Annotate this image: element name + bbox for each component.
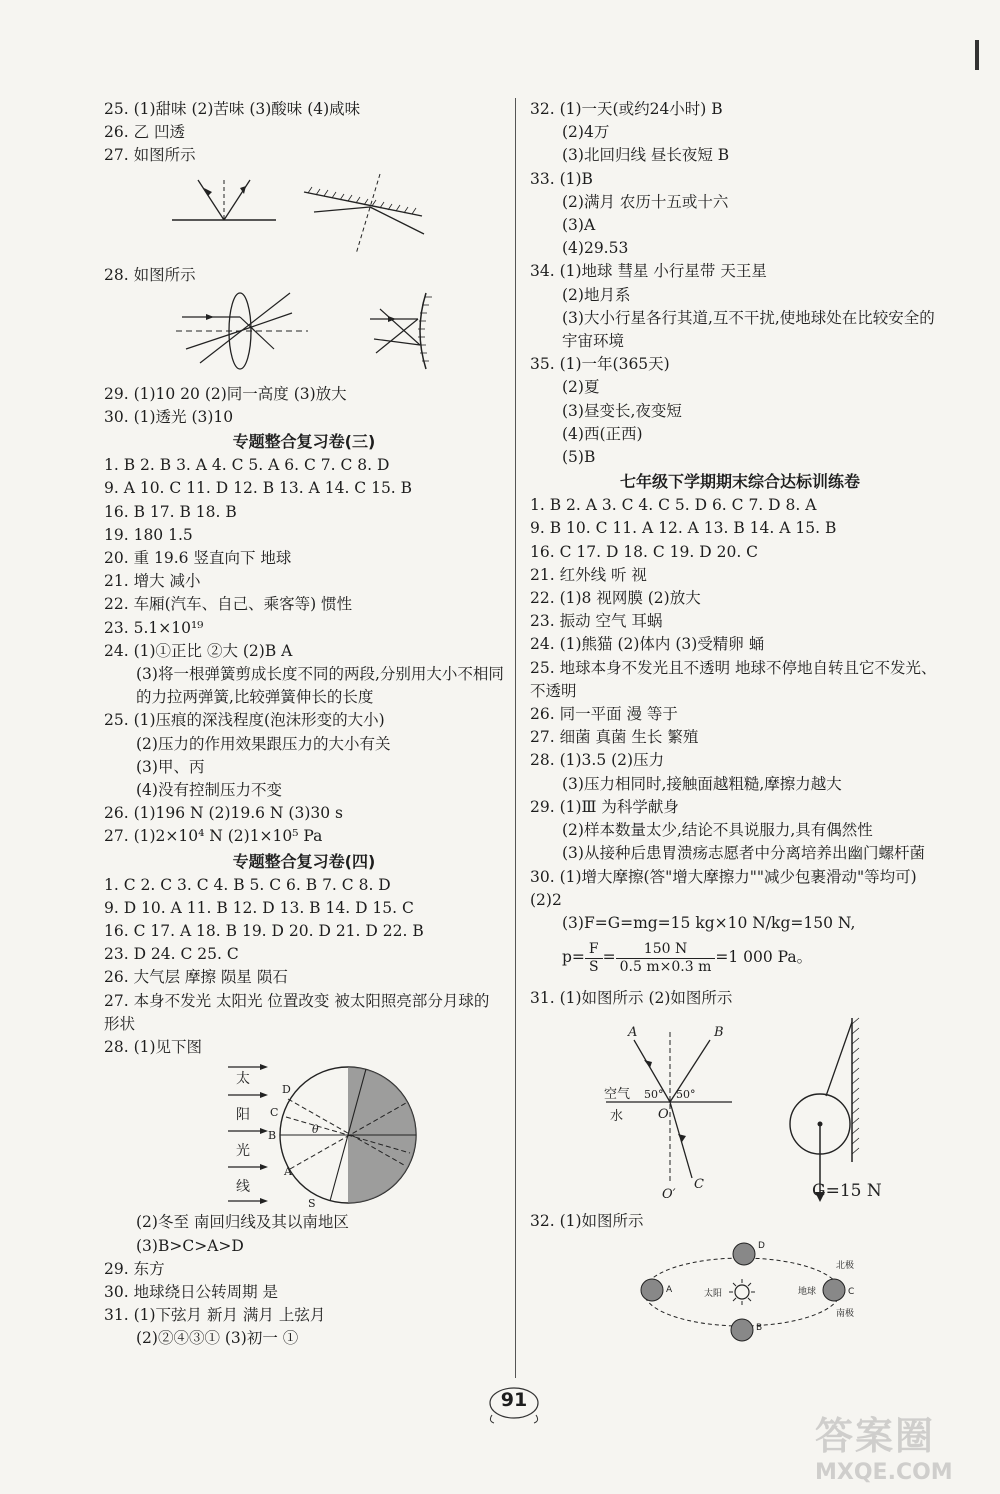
point-label-c: C: [270, 1106, 279, 1120]
answer-line: 1. B 2. A 3. C 4. C 5. D 6. C 7. D 8. A: [530, 496, 817, 515]
answer-line: 23. 5.1×10¹⁹: [104, 618, 204, 637]
answer-line: 20. 重 19.6 竖直向下 地球: [104, 549, 292, 568]
answer-line: 16. B 17. B 18. B: [104, 502, 237, 521]
answer-line: 25. 地球本身不发光且不透明 地球不停地自转且它不发光、不透明: [530, 658, 937, 700]
point-label-o: O: [658, 1107, 669, 1123]
answer-line: (3)F=G=mg=15 kg×10 N/kg=150 N,: [562, 913, 856, 932]
medium-water-label: 水: [610, 1109, 624, 1125]
answer-line: (4)没有控制压力不变: [136, 781, 282, 800]
medium-air-label: 空气: [604, 1087, 631, 1103]
angle-label-left: 50°: [644, 1088, 664, 1102]
answer-line: 27. 本身不发光 太阳光 位置改变 被太阳照亮部分月球的形状: [104, 991, 490, 1033]
left-column: [104, 98, 504, 1351]
answer-line: 21. 增大 减小: [104, 572, 201, 591]
section-title: 专题整合复习卷(三): [232, 432, 376, 452]
answer-line: 23. D 24. C 25. C: [104, 945, 239, 964]
answer-line: 29. (1)Ⅲ 为科学献身: [530, 797, 679, 816]
answer-line: 9. A 10. C 11. D 12. B 13. A 14. C 15. B: [104, 479, 413, 498]
earth-label: 地球: [798, 1286, 817, 1297]
answer-line: 22. (1)8 视网膜 (2)放大: [530, 589, 701, 608]
answer-line: 23. 振动 空气 耳蜗: [530, 612, 663, 631]
ray-label-b: B: [714, 1025, 724, 1041]
answer-line: (2)样本数量太少,结论不具说服力,具有偶然性: [562, 821, 873, 840]
section-title: 七年级下学期期末综合达标训练卷: [619, 472, 860, 492]
sunlight-earth-diagram: [104, 1061, 504, 1209]
angle-label-right: 50°: [676, 1088, 696, 1102]
answer-line: 31. (1)下弦月 新月 满月 上弦月: [104, 1306, 326, 1325]
theta-label: θ: [312, 1123, 319, 1137]
position-label-c: C: [848, 1286, 855, 1297]
answer-line: (2)压力的作用效果跟压力的大小有关: [136, 734, 391, 753]
answer-line: (2)②④③① (3)初一 ①: [136, 1329, 299, 1348]
answer-line: (2)4万: [562, 123, 610, 142]
point-label-d: D: [282, 1083, 291, 1097]
point-label-s: S: [308, 1197, 316, 1210]
answer-line: 30. (1)增大摩擦(答"增大摩擦力""减少包裹滑动"等均可) (2)2: [530, 867, 917, 909]
answer-line: 26. (1)196 N (2)19.6 N (3)30 s: [104, 804, 343, 823]
answer-line: 16. C 17. A 18. B 19. D 20. D 21. D 22. B: [104, 922, 424, 941]
answer-line: 26. 大气层 摩擦 陨星 陨石: [104, 968, 288, 987]
answer-line: (3)大小行星各行其道,互不干扰,使地球处在比较安全的宇宙环境: [562, 308, 935, 351]
position-label-b: B: [756, 1322, 763, 1333]
point-label-b: B: [268, 1129, 277, 1143]
answer-line: 16. C 17. D 18. C 19. D 20. C: [530, 542, 759, 561]
answer-line: 24. (1)熊猫 (2)体内 (3)受精卵 蛹: [530, 635, 765, 654]
page-edge-mark: [975, 40, 979, 70]
answer-line: 32. (1)一天(或约24小时) B: [530, 100, 723, 118]
answer-line: (3)昼变长,夜变短: [562, 401, 682, 420]
answer-line: 27. 细菌 真菌 生长 繁殖: [530, 728, 699, 747]
formula-eq: =: [602, 948, 616, 967]
lens-mirror-diagram: [104, 289, 504, 381]
answer-line: 30. 地球绕日公转周期 是: [104, 1282, 279, 1301]
answer-line: 9. D 10. A 11. B 12. D 13. B 14. D 15. C: [104, 898, 414, 917]
answer-line: (3)北回归线 昼长夜短 B: [562, 146, 730, 165]
south-pole-label: 南极: [836, 1308, 855, 1319]
answer-line: (2)满月 农历十五或十六: [562, 192, 729, 211]
answer-line: (2)冬至 南回归线及其以南地区: [136, 1213, 349, 1232]
answer-line: 22. 车厢(汽车、自己、乘客等) 惯性: [104, 595, 353, 614]
reflection-refraction-diagram: [104, 170, 504, 262]
answer-line: 33. (1)B: [530, 169, 593, 188]
gravity-label: G=15 N: [812, 1181, 882, 1202]
answer-line: (4)29.53: [562, 239, 629, 258]
answer-line: 28. 如图所示: [104, 265, 196, 284]
answer-line: 1. B 2. B 3. A 4. C 5. A 6. C 7. C 8. D: [104, 456, 390, 475]
answer-line: 25. (1)甜味 (2)苦味 (3)酸味 (4)咸味: [104, 100, 361, 118]
right-column: [530, 98, 950, 1358]
fraction-values: $\frac{150 N}{0.5 m\times 0.3 m}$: [616, 941, 716, 976]
sun-label: 太阳: [704, 1288, 723, 1299]
sun-label-3: 光: [236, 1143, 250, 1160]
section-title: 专题整合复习卷(四): [232, 851, 376, 871]
north-pole-label: 北极: [836, 1260, 855, 1271]
answer-line: 29. (1)10 20 (2)同一高度 (3)放大: [104, 384, 347, 403]
answer-line: 27. (1)2×10⁴ N (2)1×10⁵ Pa: [104, 827, 323, 846]
answer-line: (3)将一根弹簧剪成长度不同的两段,分别用大小不相同的力拉两弹簧,比较弹簧伸长的长度: [136, 665, 504, 707]
answer-line: (2)地月系: [562, 285, 631, 304]
answer-line: 25. (1)压痕的深浅程度(泡沫形变的大小): [104, 711, 385, 730]
ray-label-a: A: [628, 1025, 638, 1041]
page-number: 91: [484, 1385, 544, 1425]
answer-line: 21. 红外线 听 视: [530, 565, 647, 584]
answer-line: 31. (1)如图所示 (2)如图所示: [530, 989, 733, 1008]
sun-label-1: 太: [236, 1071, 250, 1088]
answer-line: 34. (1)地球 彗星 小行星带 天王星: [530, 262, 767, 281]
point-label-o-prime: O′: [662, 1187, 676, 1203]
earth-orbit-diagram: [530, 1236, 950, 1356]
ray-label-c: C: [694, 1177, 704, 1193]
answer-line: 30. (1)透光 (3)10: [104, 408, 234, 427]
answer-line: 26. 乙 凹透: [104, 123, 186, 142]
watermark: 答案圈 MXQE.COM: [815, 1414, 953, 1485]
fraction-f-over-s: $\frac{F}{S}$: [585, 941, 603, 976]
point-label-a: A: [284, 1165, 292, 1179]
position-label-d: D: [758, 1240, 765, 1251]
sun-label-2: 阳: [236, 1107, 250, 1124]
answer-line: 28. (1)见下图: [104, 1038, 203, 1057]
answer-line: (3)B>C>A>D: [136, 1236, 244, 1255]
answer-line: (4)西(正西): [562, 424, 643, 443]
answer-line: 24. (1)①正比 ②大 (2)B A: [104, 641, 293, 660]
answer-line: 32. (1)如图所示: [530, 1212, 644, 1231]
answer-line: (2)夏: [562, 378, 600, 397]
refraction-and-force-diagram: [530, 1012, 950, 1208]
answer-line: 29. 东方: [104, 1259, 165, 1278]
answer-line: 19. 180 1.5: [104, 525, 193, 544]
answer-line: (3)从接种后患胃溃疡志愿者中分离培养出幽门螺杆菌: [562, 844, 925, 863]
answer-line: (5)B: [562, 448, 596, 467]
answer-line: 1. C 2. C 3. C 4. B 5. C 6. B 7. C 8. D: [104, 875, 391, 894]
pressure-formula: [530, 935, 950, 979]
formula-result: =1 000 Pa。: [715, 948, 813, 967]
answer-line: (3)甲、丙: [136, 757, 205, 776]
column-divider: [515, 98, 516, 1378]
answer-line: 27. 如图所示: [104, 146, 196, 165]
answer-line: (3)压力相同时,接触面越粗糙,摩擦力越大: [562, 774, 842, 793]
sun-label-4: 线: [236, 1179, 250, 1196]
answer-line: 9. B 10. C 11. A 12. A 13. B 14. A 15. B: [530, 519, 837, 538]
formula-p: p=: [562, 948, 585, 967]
position-label-a: A: [666, 1284, 673, 1295]
answer-line: (3)A: [562, 216, 596, 235]
answer-line: 28. (1)3.5 (2)压力: [530, 751, 665, 770]
answer-line: 26. 同一平面 漫 等于: [530, 705, 678, 724]
answer-line: 35. (1)一年(365天): [530, 355, 670, 374]
